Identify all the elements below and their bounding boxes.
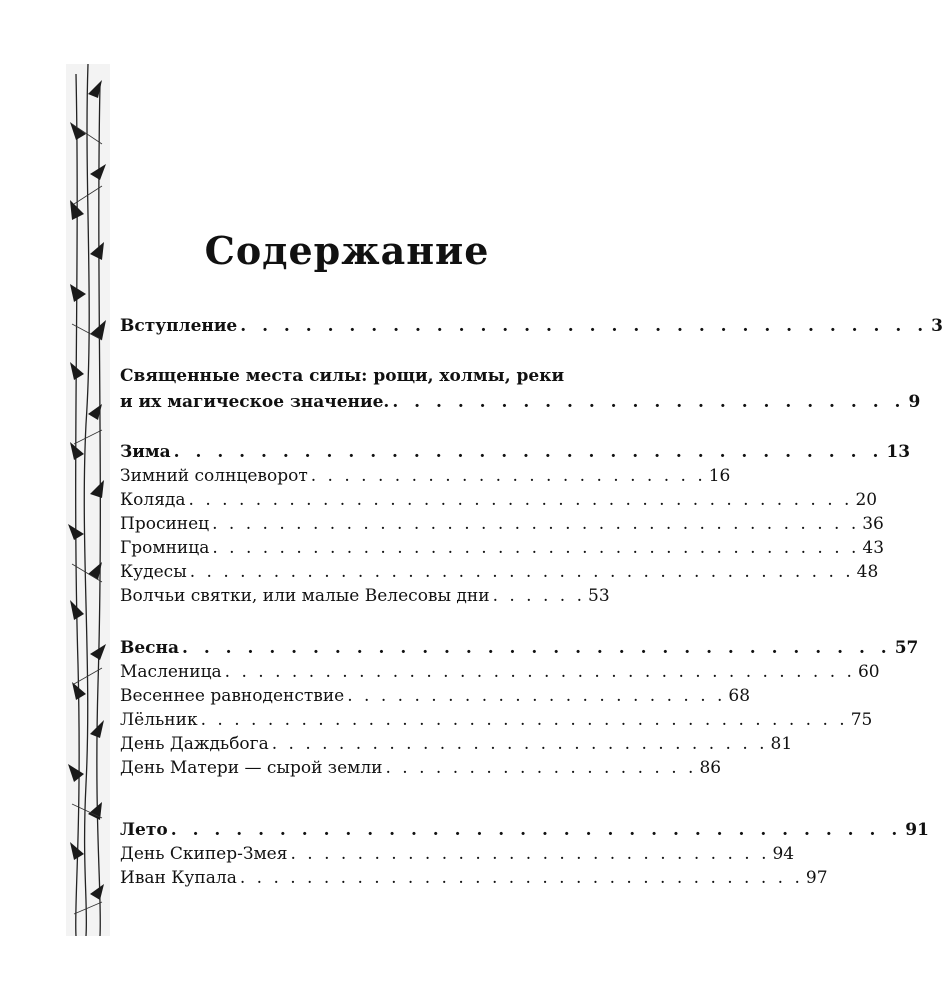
toc-entry-page: 60 [857, 662, 880, 682]
toc-leader-dots: . . . . . . . . . . . . . . . . . . . [385, 758, 697, 778]
toc-entry-label: Просинец [120, 514, 210, 534]
toc-entry-spring-equinox[interactable] [120, 684, 751, 708]
toc-entry-label: Весна [120, 638, 179, 658]
toc-entry-kudesy[interactable] [120, 560, 879, 584]
toc-leader-dots: . . . . . . . . . . . . . . . . . . . . . . . . . . . . . . . . . . . . . . . [212, 514, 860, 534]
toc-entry-label: Коляда [120, 490, 186, 510]
toc-leader-dots: . . . . . . . . . . . . . . . . . . . . . . . . [310, 466, 706, 486]
toc-entry-label: Иван Купала [120, 868, 237, 888]
toc-entry-label: Громница [120, 538, 210, 558]
toc-leader-dots: . . . . . . [492, 586, 586, 606]
toc-entry-page: 9 [908, 392, 921, 412]
toc-entry-label: День Скипер-Змея [120, 844, 288, 864]
toc-entry-spring[interactable] [120, 636, 919, 660]
toc-leader-dots: . . . . . . . . . . . . . . . . . . . . . . . . . . . . . . . . . . [170, 820, 903, 840]
toc-entry-label: Лёльник [120, 710, 198, 730]
toc-entry-gromnitsa[interactable] [120, 536, 885, 560]
toc-leader-dots: . . . . . . . . . . . . . . . . . . . . . . . . . . . . . . . . . . . . . . [224, 662, 855, 682]
toc-entry-places[interactable] [120, 390, 921, 414]
toc-entry-label: Волчьи святки, или малые Велесовы дни [120, 586, 490, 606]
toc-entry-page: 13 [886, 442, 911, 462]
toc-leader-dots: . . . . . . . . . . . . . . . . . . . . . . . . . . . . . . . . . . . . . . . [212, 538, 860, 558]
toc-entry-lyolnik[interactable] [120, 708, 873, 732]
toc-entry-page: 75 [850, 710, 873, 730]
toc-leader-dots: . . . . . . . . . . . . . . . . . . . . . . . . . . . . . . . . . . . . . . . . [189, 562, 854, 582]
toc-leader-dots: . . . . . . . . . . . . . . . . . . . . . . . [347, 686, 726, 706]
toc-entry-page: 97 [805, 868, 828, 888]
toc-entry-skiper-day[interactable] [120, 842, 795, 866]
toc-entry-winter-solstice[interactable] [120, 464, 731, 488]
toc-entry-label: Зимний солнцеворот [120, 466, 308, 486]
toc-leader-dots: . . . . . . . . . . . . . . . . . . . . . . . . . . . . . . . . [240, 316, 929, 336]
toc-entry-label: День Даждьбога [120, 734, 269, 754]
toc-entry-page: 20 [855, 490, 878, 510]
toc-entry-page: 86 [699, 758, 722, 778]
toc-entry-page: 48 [856, 562, 879, 582]
toc-entry-winter[interactable] [120, 440, 911, 464]
toc-entry-page: 43 [862, 538, 885, 558]
toc-leader-dots: . . . . . . . . . . . . . . . . . . . . . . . . . . . . . . . . . . . . . . . [200, 710, 848, 730]
toc-entry-page: 36 [862, 514, 884, 534]
toc-entry-kolyada[interactable] [120, 488, 878, 512]
toc-entry-summer[interactable] [120, 818, 929, 842]
toc-entry-mother-earth-day[interactable] [120, 756, 722, 780]
toc-leader-dots: . . . . . . . . . . . . . . . . . . . . . . . . . . . . . . . . . . . . . . . . [188, 490, 853, 510]
toc-entry-intro[interactable] [120, 314, 943, 338]
toc-entry-places-line1: Священные места силы: рощи, холмы, реки [120, 366, 565, 386]
toc-leader-dots: . . . . . . . . . . . . . . . . . . . . . . . . . . . . . . . . . [173, 442, 884, 462]
toc-entry-label: и их магическое значение. [120, 392, 390, 412]
page-title: Содержание [204, 228, 490, 273]
toc-entry-page: 16 [708, 466, 731, 486]
toc-entry-page: 57 [894, 638, 919, 658]
toc-entry-dazhdbog-day[interactable] [120, 732, 793, 756]
toc-entry-prosinets[interactable] [120, 512, 884, 536]
toc-entry-page: 3 [931, 316, 943, 336]
toc-leader-dots: . . . . . . . . . . . . . . . . . . . . . . . . . . . . . . . . . [182, 638, 892, 658]
toc-entry-label: Лето [120, 820, 168, 840]
toc-leader-dots: . . . . . . . . . . . . . . . . . . . . . . . . . . . . . [290, 844, 770, 864]
toc-entry-label: Зима [120, 442, 171, 462]
toc-entry-page: 53 [588, 586, 610, 606]
toc-entry-label: Вступление [120, 316, 238, 336]
toc-entry-page: 68 [728, 686, 751, 706]
botanical-border-illustration [66, 64, 110, 936]
toc-entry-wolf-svyatki[interactable] [120, 584, 610, 608]
toc-entry-label: Весеннее равноденствие [120, 686, 345, 706]
toc-entry-label: Масленица [120, 662, 222, 682]
toc-entry-page: 81 [770, 734, 793, 754]
toc-entry-page: 94 [772, 844, 795, 864]
toc-leader-dots: . . . . . . . . . . . . . . . . . . . . . . . . [392, 392, 906, 412]
toc-entry-label: Кудесы [120, 562, 187, 582]
toc-leader-dots: . . . . . . . . . . . . . . . . . . . . . . . . . . . . . . . . . . [239, 868, 803, 888]
toc-entry-ivan-kupala[interactable] [120, 866, 828, 890]
toc-entry-maslenitsa[interactable] [120, 660, 880, 684]
toc-entry-page: 91 [905, 820, 929, 840]
toc-leader-dots: . . . . . . . . . . . . . . . . . . . . . . . . . . . . . . [271, 734, 768, 754]
toc-entry-label: День Матери — сырой земли [120, 758, 383, 778]
